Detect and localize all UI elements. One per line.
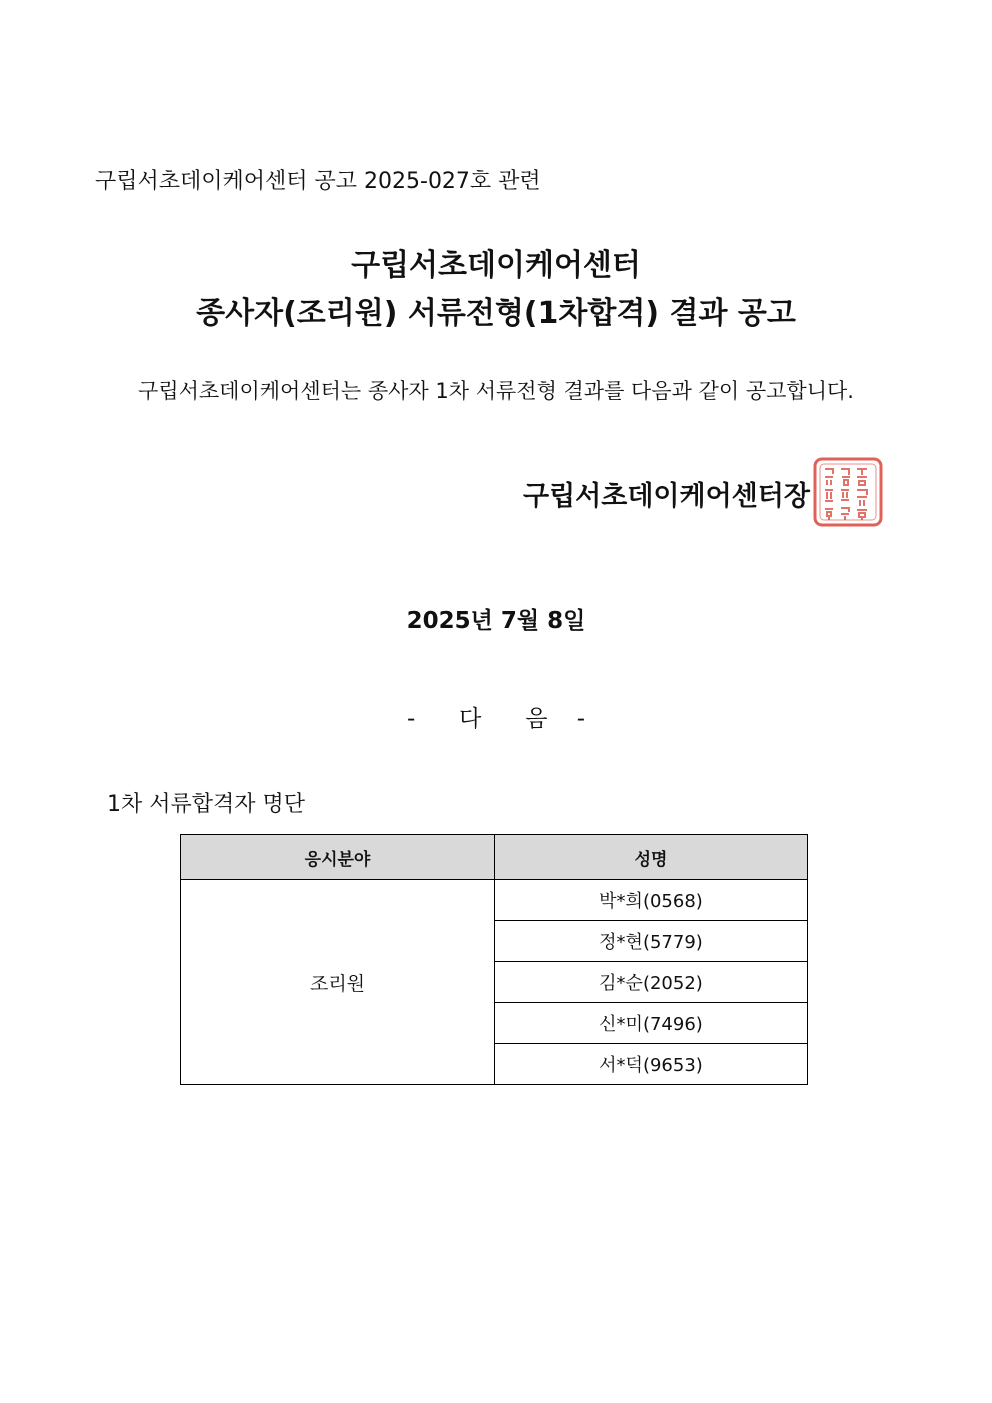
list-title: 1차 서류합격자 명단 <box>107 792 305 817</box>
result-table <box>180 834 808 1085</box>
header-name: 성명 <box>495 835 808 880</box>
notice-reference: 구립서초데이케어센터 공고 2025-027호 관련 <box>95 169 541 194</box>
header-field: 응시분야 <box>181 835 495 880</box>
table-header-row <box>181 835 808 880</box>
next-marker: - 다 음 - <box>406 706 585 732</box>
field-cell: 조리원 <box>181 880 495 1085</box>
name-cell: 정*현(5779) <box>495 921 808 962</box>
table-row <box>181 880 808 921</box>
title-line-2: 종사자(조리원) 서류전형(1차합격) 결과 공고 <box>196 296 796 331</box>
official-seal <box>813 457 883 527</box>
name-cell: 서*덕(9653) <box>495 1044 808 1085</box>
issuer-name: 구립서초데이케어센터장 <box>523 481 810 512</box>
name-cell: 박*희(0568) <box>495 880 808 921</box>
name-cell: 신*미(7496) <box>495 1003 808 1044</box>
name-cell: 김*순(2052) <box>495 962 808 1003</box>
title-line-1: 구립서초데이케어센터 <box>351 248 641 283</box>
issuer-block <box>520 455 890 533</box>
intro-paragraph: 구립서초데이케어센터는 종사자 1차 서류전형 결과를 다음과 같이 공고합니다. <box>138 379 854 403</box>
notice-date: 2025년 7월 8일 <box>406 608 586 634</box>
